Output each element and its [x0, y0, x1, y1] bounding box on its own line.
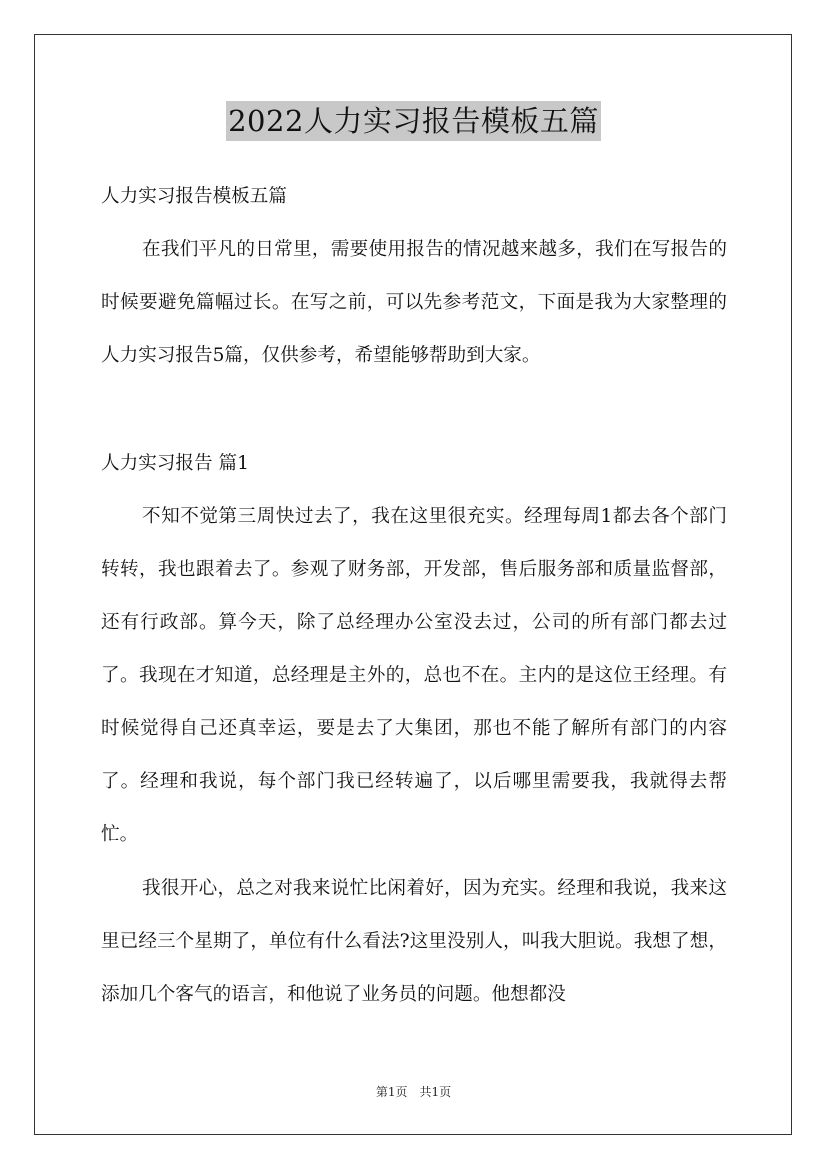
- document-heading: 人力实习报告模板五篇: [101, 186, 287, 207]
- title-container: [0, 101, 827, 141]
- page-footer: 第1页 共1页: [375, 1085, 452, 1099]
- section-1-paragraph-2: 我很开心，总之对我来说忙比闲着好，因为充实。经理和我说，我来这里已经三个星期了，单位有什么看法?这里没别人，叫我大胆说。我想了想，添加几个客气的语言，和他说了业务员的问题。他想都没: [101, 878, 727, 1005]
- section-1-paragraph-1: 不知不觉第三周快过去了，我在这里很充实。经理每周1都去各个部门转转，我也跟着去了。参观了财务部，开发部，售后服务部和质量监督部，还有行政部。算今天，除了总经理办公室没去过，公司的所有部门都去过了。我现在才知道，总经理是主外的，总也不在。主内的是这位王经理。有时候觉得自己还真幸运，要是去了大集团，那也不能了解所有部门的内容了。经理和我说，每个部门我已经转遍了，以后哪里需要我，我就得去帮忙。: [101, 506, 727, 845]
- section-1-heading: 人力实习报告 篇1: [101, 453, 249, 474]
- document-title: 2022人力实习报告模板五篇: [226, 101, 601, 141]
- intro-paragraph: 在我们平凡的日常里，需要使用报告的情况越来越多，我们在写报告的时候要避免篇幅过长。在写之前，可以先参考范文，下面是我为大家整理的人力实习报告5篇，仅供参考，希望能够帮助到大家。: [101, 239, 727, 366]
